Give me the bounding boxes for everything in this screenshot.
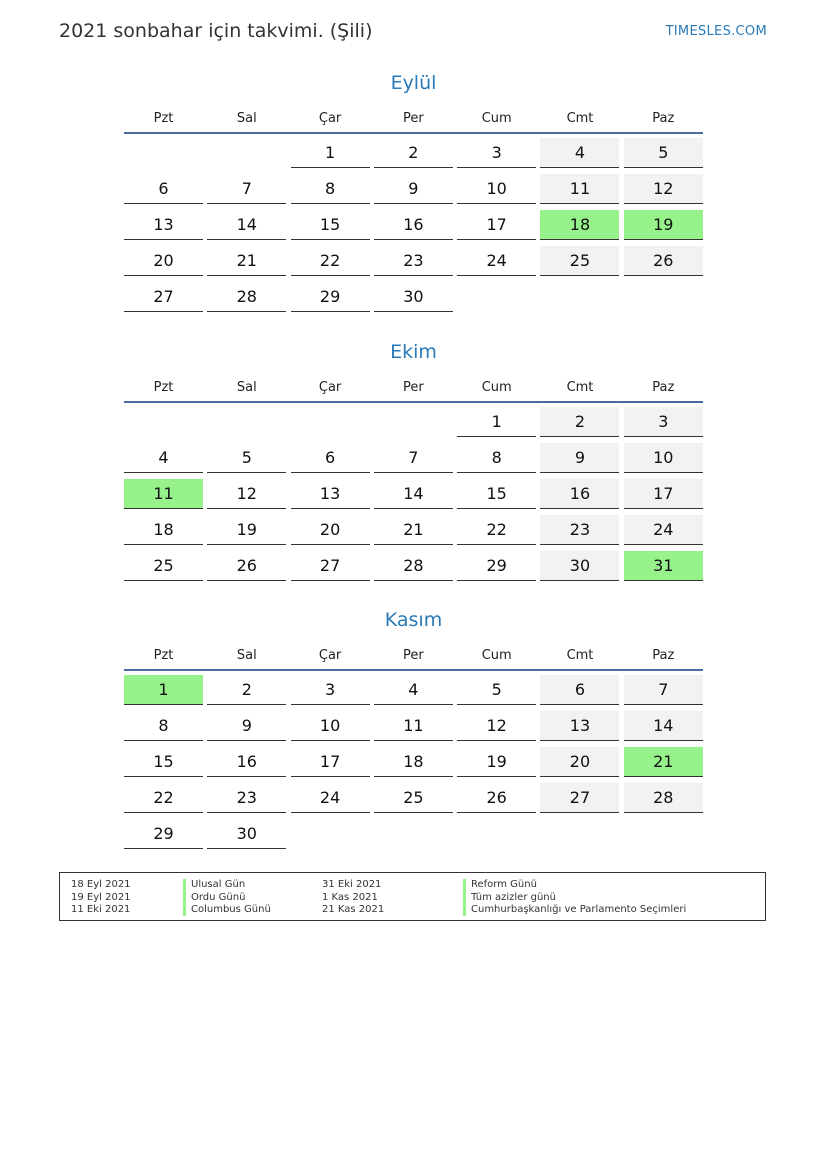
holiday-day-cell: 19 — [624, 210, 703, 240]
weekday-label: Cum — [481, 379, 512, 395]
day-cell: 25 — [124, 551, 203, 581]
day-cell: 22 — [291, 246, 370, 276]
day-cell: 9 — [540, 443, 619, 473]
weekday-label: Sal — [236, 379, 257, 395]
day-grid — [124, 138, 703, 312]
day-cell: 2 — [374, 138, 453, 168]
day-cell: 8 — [457, 443, 536, 473]
day-cell: 26 — [457, 783, 536, 813]
day-cell: 21 — [374, 515, 453, 545]
weekday-label: Çar — [318, 110, 342, 126]
day-cell: 23 — [374, 246, 453, 276]
day-cell: 27 — [540, 783, 619, 813]
day-grid — [124, 407, 703, 581]
day-cell: 21 — [207, 246, 286, 276]
legend-holiday-name: Ordu Günü — [191, 891, 246, 903]
legend-date: 11 Eki 2021 — [71, 904, 131, 915]
day-cell: 1 — [457, 407, 536, 437]
day-cell: 28 — [624, 783, 703, 813]
legend-holiday-name: Reform Günü — [471, 879, 537, 890]
day-cell: 11 — [540, 174, 619, 204]
day-cell: 16 — [540, 479, 619, 509]
empty-day-cell — [207, 138, 286, 168]
day-cell: 23 — [540, 515, 619, 545]
weekday-label: Paz — [652, 110, 675, 126]
day-cell: 1 — [291, 138, 370, 168]
weekday-header — [124, 641, 703, 671]
day-cell: 30 — [207, 819, 286, 849]
legend-date: 18 Eyl 2021 — [71, 879, 131, 890]
legend-date: 21 Kas 2021 — [322, 904, 385, 915]
day-cell: 16 — [207, 747, 286, 777]
day-cell: 19 — [207, 515, 286, 545]
day-cell: 4 — [540, 138, 619, 168]
day-cell: 7 — [374, 443, 453, 473]
day-cell: 17 — [624, 479, 703, 509]
day-cell: 19 — [457, 747, 536, 777]
day-cell: 15 — [291, 210, 370, 240]
weekday-label: Paz — [652, 379, 675, 395]
month-title: Eylül — [390, 72, 437, 94]
day-cell: 18 — [374, 747, 453, 777]
weekday-label: Cmt — [566, 647, 594, 663]
month-october — [124, 339, 703, 581]
day-cell: 10 — [291, 711, 370, 741]
day-cell: 17 — [291, 747, 370, 777]
day-cell: 24 — [291, 783, 370, 813]
day-cell: 3 — [291, 675, 370, 705]
day-cell: 29 — [457, 551, 536, 581]
day-cell: 14 — [624, 711, 703, 741]
holiday-legend — [59, 872, 766, 921]
day-cell: 22 — [124, 783, 203, 813]
day-cell: 5 — [207, 443, 286, 473]
legend-date: 31 Eki 2021 — [322, 879, 382, 890]
day-cell: 20 — [124, 246, 203, 276]
day-cell: 27 — [291, 551, 370, 581]
day-cell: 24 — [457, 246, 536, 276]
day-cell: 4 — [124, 443, 203, 473]
day-cell: 12 — [457, 711, 536, 741]
weekday-label: Pzt — [153, 379, 174, 395]
day-cell: 22 — [457, 515, 536, 545]
weekday-label: Pzt — [153, 110, 174, 126]
day-cell: 12 — [624, 174, 703, 204]
day-cell: 5 — [457, 675, 536, 705]
holiday-day-cell: 21 — [624, 747, 703, 777]
day-cell: 6 — [540, 675, 619, 705]
day-cell: 14 — [207, 210, 286, 240]
empty-day-cell — [291, 407, 370, 437]
month-november — [124, 607, 703, 849]
holiday-day-cell: 31 — [624, 551, 703, 581]
day-cell: 10 — [624, 443, 703, 473]
day-cell: 15 — [457, 479, 536, 509]
legend-holiday-name: Tüm azizler günü — [471, 891, 556, 903]
legend-date: 1 Kas 2021 — [322, 891, 378, 903]
day-cell: 7 — [624, 675, 703, 705]
day-cell: 30 — [374, 282, 453, 312]
day-cell: 5 — [624, 138, 703, 168]
day-cell: 16 — [374, 210, 453, 240]
legend-holiday-name: Columbus Günü — [191, 904, 271, 915]
day-cell: 4 — [374, 675, 453, 705]
day-grid — [124, 675, 703, 849]
month-september — [124, 70, 703, 312]
day-cell: 29 — [124, 819, 203, 849]
day-cell: 18 — [124, 515, 203, 545]
weekday-label: Sal — [236, 647, 257, 663]
day-cell: 20 — [291, 515, 370, 545]
empty-day-cell — [207, 407, 286, 437]
day-cell: 13 — [124, 210, 203, 240]
legend-holiday-name: Ulusal Gün — [191, 879, 246, 890]
day-cell: 26 — [624, 246, 703, 276]
weekday-label: Per — [403, 379, 424, 395]
weekday-label: Çar — [318, 647, 342, 663]
day-cell: 26 — [207, 551, 286, 581]
empty-day-cell — [124, 407, 203, 437]
day-cell: 12 — [207, 479, 286, 509]
weekday-label: Pzt — [153, 647, 174, 663]
day-cell: 2 — [540, 407, 619, 437]
day-cell: 23 — [207, 783, 286, 813]
page-title: 2021 sonbahar için takvimi. (Şili) — [59, 20, 373, 42]
day-cell: 13 — [540, 711, 619, 741]
day-cell: 3 — [624, 407, 703, 437]
day-cell: 28 — [374, 551, 453, 581]
legend-names-left — [191, 879, 271, 917]
weekday-header — [124, 104, 703, 134]
day-cell: 11 — [374, 711, 453, 741]
day-cell: 25 — [374, 783, 453, 813]
day-cell: 10 — [457, 174, 536, 204]
empty-day-cell — [124, 138, 203, 168]
day-cell: 29 — [291, 282, 370, 312]
day-cell: 3 — [457, 138, 536, 168]
legend-dates-right — [322, 879, 384, 917]
day-cell: 2 — [207, 675, 286, 705]
day-cell: 6 — [124, 174, 203, 204]
day-cell: 25 — [540, 246, 619, 276]
legend-color-bar — [463, 879, 466, 916]
weekday-label: Cum — [481, 110, 512, 126]
legend-dates-left — [71, 879, 131, 917]
legend-holiday-name: Cumhurbaşkanlığı ve Parlamento Seçimleri — [471, 904, 687, 915]
month-title: Kasım — [384, 609, 443, 631]
weekday-label: Paz — [652, 647, 675, 663]
holiday-day-cell: 18 — [540, 210, 619, 240]
brand-link[interactable]: TIMESLES.COM — [665, 24, 767, 39]
day-cell: 13 — [291, 479, 370, 509]
weekday-label: Cum — [481, 647, 512, 663]
day-cell: 6 — [291, 443, 370, 473]
day-cell: 14 — [374, 479, 453, 509]
day-cell: 30 — [540, 551, 619, 581]
day-cell: 15 — [124, 747, 203, 777]
day-cell: 9 — [374, 174, 453, 204]
month-title: Ekim — [390, 341, 437, 363]
day-cell: 20 — [540, 747, 619, 777]
weekday-label: Çar — [318, 379, 342, 395]
day-cell: 7 — [207, 174, 286, 204]
day-cell: 8 — [291, 174, 370, 204]
weekday-label: Per — [403, 647, 424, 663]
weekday-header — [124, 373, 703, 403]
empty-day-cell — [374, 407, 453, 437]
day-cell: 17 — [457, 210, 536, 240]
holiday-day-cell: 11 — [124, 479, 203, 509]
legend-color-bar — [183, 879, 186, 916]
weekday-label: Sal — [236, 110, 257, 126]
day-cell: 8 — [124, 711, 203, 741]
weekday-label: Per — [403, 110, 424, 126]
weekday-label: Cmt — [566, 379, 594, 395]
legend-names-right — [471, 879, 686, 917]
day-cell: 9 — [207, 711, 286, 741]
holiday-day-cell: 1 — [124, 675, 203, 705]
weekday-label: Cmt — [566, 110, 594, 126]
legend-date: 19 Eyl 2021 — [71, 891, 131, 903]
day-cell: 28 — [207, 282, 286, 312]
day-cell: 24 — [624, 515, 703, 545]
day-cell: 27 — [124, 282, 203, 312]
